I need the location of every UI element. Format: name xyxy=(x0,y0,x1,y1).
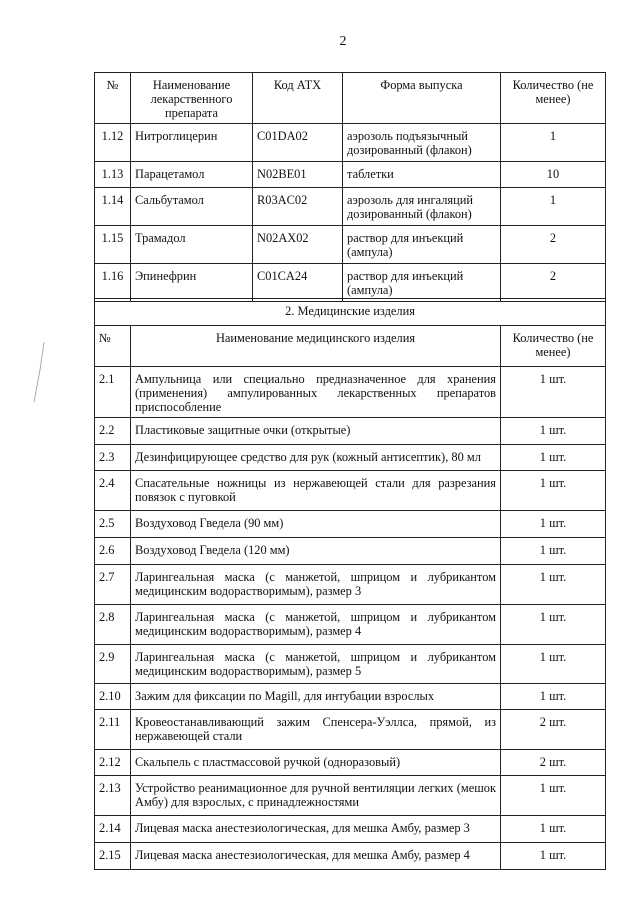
row-number: 2.10 xyxy=(95,684,131,710)
atc-code: N02BE01 xyxy=(253,162,343,188)
header-num: № xyxy=(95,326,131,367)
header-code: Код АТХ xyxy=(253,73,343,124)
release-form: таблетки xyxy=(343,162,501,188)
device-name: Ларингеальная маска (с манжетой, шприцом и лубрикантом медицинским водорастворимым), размер 5 xyxy=(131,645,501,684)
medical-devices-table xyxy=(94,298,606,870)
header-num: № xyxy=(95,73,131,124)
quantity: 2 шт. xyxy=(501,710,606,750)
atc-code: N02AX02 xyxy=(253,226,343,264)
release-form: аэрозоль подъязычный дозированный (флакон) xyxy=(343,124,501,162)
row-number: 2.7 xyxy=(95,565,131,605)
release-form: аэрозоль для ингаляций дозированный (флакон) xyxy=(343,188,501,226)
table-row xyxy=(95,538,606,565)
row-number: 1.14 xyxy=(95,188,131,226)
quantity: 1 xyxy=(501,188,606,226)
device-name: Ампульница или специально предназначенное для хранения (применения) ампулированных лекарственных препаратов приспособление xyxy=(131,367,501,418)
quantity: 1 шт. xyxy=(501,684,606,710)
table-row xyxy=(95,750,606,776)
device-name: Пластиковые защитные очки (открытые) xyxy=(131,418,501,445)
table-row xyxy=(95,226,606,264)
release-form: раствор для инъекций (ампула) xyxy=(343,226,501,264)
drug-name: Парацетамол xyxy=(131,162,253,188)
header-form: Форма выпуска xyxy=(343,73,501,124)
row-number: 2.1 xyxy=(95,367,131,418)
quantity: 1 шт. xyxy=(501,538,606,565)
table-row xyxy=(95,367,606,418)
table-row xyxy=(95,124,606,162)
quantity: 1 шт. xyxy=(501,645,606,684)
device-name: Устройство реанимационное для ручной вентиляции легких (мешок Амбу) для взрослых, с принадлежностями xyxy=(131,776,501,816)
device-name: Лицевая маска анестезиологическая, для мешка Амбу, размер 4 xyxy=(131,843,501,870)
row-number: 2.6 xyxy=(95,538,131,565)
quantity: 1 шт. xyxy=(501,471,606,511)
table-row xyxy=(95,418,606,445)
release-form: раствор для инъекций (ампула) xyxy=(343,264,501,302)
atc-code: C01CA24 xyxy=(253,264,343,302)
table-row xyxy=(95,605,606,645)
atc-code: R03AC02 xyxy=(253,188,343,226)
row-number: 2.3 xyxy=(95,445,131,471)
quantity: 1 шт. xyxy=(501,367,606,418)
quantity: 2 шт. xyxy=(501,750,606,776)
row-number: 1.16 xyxy=(95,264,131,302)
device-name: Ларингеальная маска (с манжетой, шприцом и лубрикантом медицинским водорастворимым), размер 4 xyxy=(131,605,501,645)
header-name: Наименование медицинского изделия xyxy=(131,326,501,367)
table-row xyxy=(95,843,606,870)
device-name: Ларингеальная маска (с манжетой, шприцом и лубрикантом медицинским водорастворимым), размер 3 xyxy=(131,565,501,605)
row-number: 2.12 xyxy=(95,750,131,776)
row-number: 2.5 xyxy=(95,511,131,538)
drug-name: Трамадол xyxy=(131,226,253,264)
device-name: Зажим для фиксации по Magill, для интубации взрослых xyxy=(131,684,501,710)
table-row xyxy=(95,471,606,511)
quantity: 1 шт. xyxy=(501,565,606,605)
row-number: 2.15 xyxy=(95,843,131,870)
header-qty: Количество (не менее) xyxy=(501,326,606,367)
row-number: 1.15 xyxy=(95,226,131,264)
header-qty: Количество (не менее) xyxy=(501,73,606,124)
device-name: Лицевая маска анестезиологическая, для мешка Амбу, размер 3 xyxy=(131,816,501,843)
quantity: 10 xyxy=(501,162,606,188)
table-row xyxy=(95,188,606,226)
device-name: Воздуховод Гведела (90 мм) xyxy=(131,511,501,538)
table-row xyxy=(95,710,606,750)
quantity: 1 шт. xyxy=(501,843,606,870)
pencil-mark xyxy=(30,340,50,410)
quantity: 1 шт. xyxy=(501,445,606,471)
quantity: 1 шт. xyxy=(501,776,606,816)
table-row xyxy=(95,776,606,816)
device-name: Спасательные ножницы из нержавеющей стали для разрезания повязок с пуговкой xyxy=(131,471,501,511)
device-name: Дезинфицирующее средство для рук (кожный антисептик), 80 мл xyxy=(131,445,501,471)
row-number: 2.9 xyxy=(95,645,131,684)
drug-name: Эпинефрин xyxy=(131,264,253,302)
quantity: 1 шт. xyxy=(501,418,606,445)
table-row xyxy=(95,511,606,538)
quantity: 1 шт. xyxy=(501,511,606,538)
medicines-table xyxy=(94,72,606,302)
table-header-row xyxy=(95,73,606,124)
row-number: 2.4 xyxy=(95,471,131,511)
table-row xyxy=(95,816,606,843)
row-number: 2.13 xyxy=(95,776,131,816)
quantity: 2 xyxy=(501,264,606,302)
device-name: Кровеостанавливающий зажим Спенсера-Уэллса, прямой, из нержавеющей стали xyxy=(131,710,501,750)
quantity: 1 шт. xyxy=(501,605,606,645)
table-row xyxy=(95,684,606,710)
quantity: 2 xyxy=(501,226,606,264)
row-number: 2.11 xyxy=(95,710,131,750)
drug-name: Нитроглицерин xyxy=(131,124,253,162)
row-number: 1.13 xyxy=(95,162,131,188)
atc-code: C01DA02 xyxy=(253,124,343,162)
header-name: Наименование лекарственного препарата xyxy=(131,73,253,124)
table-row xyxy=(95,162,606,188)
quantity: 1 xyxy=(501,124,606,162)
quantity: 1 шт. xyxy=(501,816,606,843)
page-number: 2 xyxy=(339,34,347,49)
row-number: 2.8 xyxy=(95,605,131,645)
table-row xyxy=(95,645,606,684)
device-name: Скальпель с пластмассовой ручкой (одноразовый) xyxy=(131,750,501,776)
drug-name: Сальбутамол xyxy=(131,188,253,226)
row-number: 2.2 xyxy=(95,418,131,445)
table-header-row xyxy=(95,326,606,367)
row-number: 1.12 xyxy=(95,124,131,162)
table-row xyxy=(95,445,606,471)
table-row xyxy=(95,264,606,302)
row-number: 2.14 xyxy=(95,816,131,843)
device-name: Воздуховод Гведела (120 мм) xyxy=(131,538,501,565)
section-title: 2. Медицинские изделия xyxy=(95,299,606,326)
table-row xyxy=(95,565,606,605)
